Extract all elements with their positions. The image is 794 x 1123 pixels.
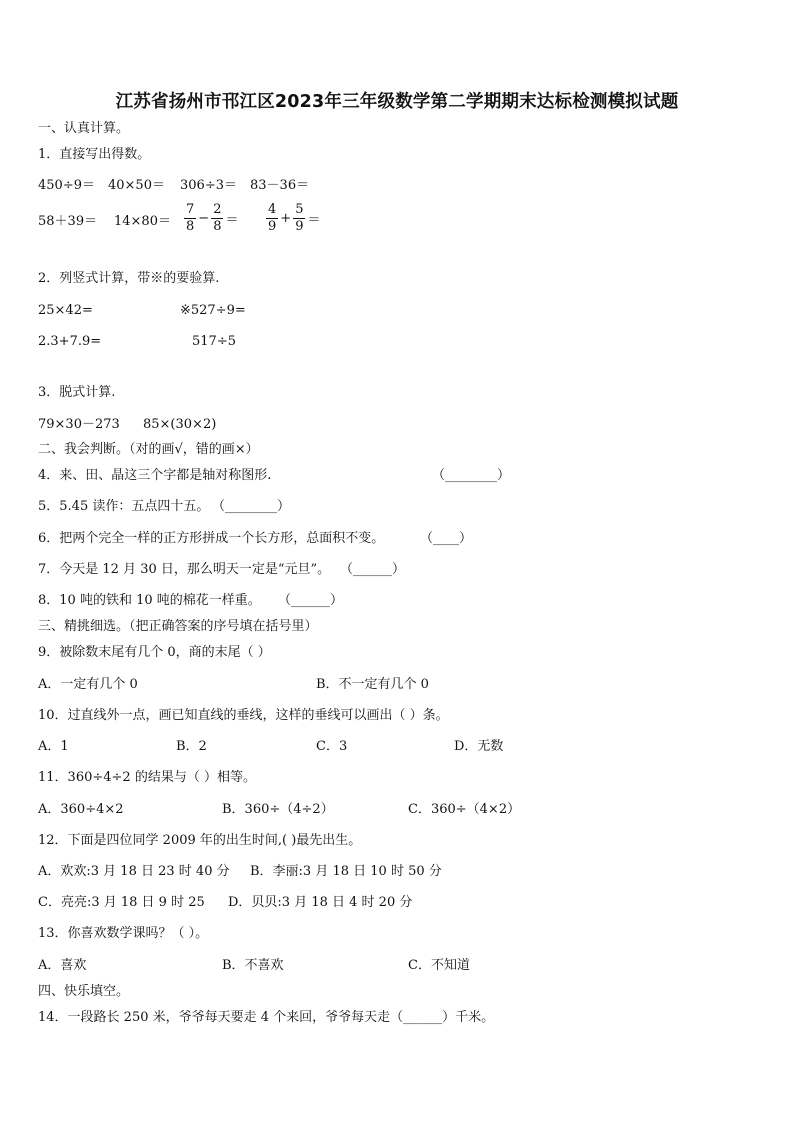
q3-item: 79×30－273 [38,417,120,432]
fraction-expression-1 [184,202,240,235]
section-1-heading: 一、认真计算。 [38,121,130,136]
denominator: 8 [186,219,195,234]
q1-item: 40×50＝ [108,178,165,193]
choice-option[interactable]: A．喜欢 [38,958,87,973]
judge-question: 7．今天是 12 月 30 日，那么明天一定是“元旦”。 [38,562,331,577]
judge-question: 6．把两个完全一样的正方形拼成一个长方形，总面积不变。 [38,531,385,546]
choice-question: 12．下面是四位同学 2009 年的出生时间,( )最先出生。 [38,833,362,848]
choice-option[interactable]: D．无数 [454,739,504,754]
choice-option[interactable]: B．2 [176,739,207,754]
fill-question: 14．一段路长 250 米，爷爷每天要走 4 个来回，爷爷每天走（______）千米。 [38,1010,495,1025]
answer-blank[interactable]: （________） [432,468,511,483]
choice-option[interactable]: C．3 [316,739,348,754]
equals: ＝ [307,213,321,228]
q1-item: 14×80＝ [114,214,171,229]
equals: ＝ [225,213,239,228]
q2-item: 25×42= [38,303,93,318]
choice-question: 10．过直线外一点，画已知直线的垂线，这样的垂线可以画出（ ）条。 [38,708,449,723]
choice-option[interactable]: A．一定有几个 0 [38,677,138,692]
choice-option[interactable]: A．360÷4×2 [38,802,124,817]
fraction [266,202,278,235]
choice-option[interactable]: B．不喜欢 [222,958,284,973]
choice-option[interactable]: C．亮亮:3 月 18 日 9 时 25 [38,895,205,910]
q1-item: 83－36＝ [250,178,310,193]
answer-blank[interactable]: （______） [278,593,344,608]
q1-item: 450÷9＝ [38,178,95,193]
numerator: 5 [295,202,304,217]
q2-label: 2．列竖式计算，带※的要验算. [38,271,220,286]
section-3-heading: 三、精挑细选。（把正确答案的序号填在括号里） [38,619,318,634]
denominator: 8 [213,219,222,234]
operator: + [280,211,292,226]
operator: − [198,211,210,226]
numerator: 7 [186,202,195,217]
section-4-heading: 四、快乐填空。 [38,984,130,999]
choice-option[interactable]: A．1 [38,739,69,754]
q3-label: 3．脱式计算. [38,385,116,400]
q1-item: 306÷3＝ [180,178,237,193]
numerator: 4 [268,202,277,217]
denominator: 9 [295,219,304,234]
numerator: 2 [213,202,222,217]
choice-option[interactable]: B．李丽:3 月 18 日 10 时 50 分 [250,864,442,879]
fraction [184,202,196,235]
denominator: 9 [268,219,277,234]
q1-label: 1．直接写出得数。 [38,147,151,162]
section-2-heading: 二、我会判断。（对的画√，错的画×） [38,442,259,457]
q2-item: ※527÷9= [180,303,246,318]
choice-option[interactable]: C．360÷（4×2） [408,802,521,817]
judge-question: 5．5.45 读作：五点四十五。 [38,499,210,514]
page-title: 江苏省扬州市邗江区2023年三年级数学第二学期期末达标检测模拟试题 [115,92,679,112]
q1-item: 58＋39＝ [38,214,98,229]
q3-item: 85×(30×2) [143,417,217,432]
choice-question: 11．360÷4÷2 的结果与（ ）相等。 [38,770,256,785]
fraction [293,202,305,235]
answer-blank[interactable]: （______） [340,562,406,577]
choice-option[interactable]: D．贝贝:3 月 18 日 4 时 20 分 [228,895,413,910]
judge-question: 4．来、田、晶这三个字都是轴对称图形. [38,468,272,483]
fraction-expression-2 [266,202,322,235]
choice-option[interactable]: B．360÷（4÷2） [222,802,334,817]
judge-question: 8．10 吨的铁和 10 吨的棉花一样重。 [38,593,261,608]
choice-question: 9．被除数末尾有几个 0，商的末尾（ ） [38,645,271,660]
answer-blank[interactable]: （________） [212,499,291,514]
q2-item: 517÷5 [192,334,236,349]
q2-item: 2.3+7.9= [38,334,102,349]
choice-option[interactable]: A．欢欢:3 月 18 日 23 时 40 分 [38,864,230,879]
answer-blank[interactable]: （____） [420,531,473,546]
choice-option[interactable]: B．不一定有几个 0 [316,677,429,692]
choice-question: 13．你喜欢数学课吗？（ ）。 [38,926,209,941]
choice-option[interactable]: C．不知道 [408,958,470,973]
fraction [211,202,223,235]
